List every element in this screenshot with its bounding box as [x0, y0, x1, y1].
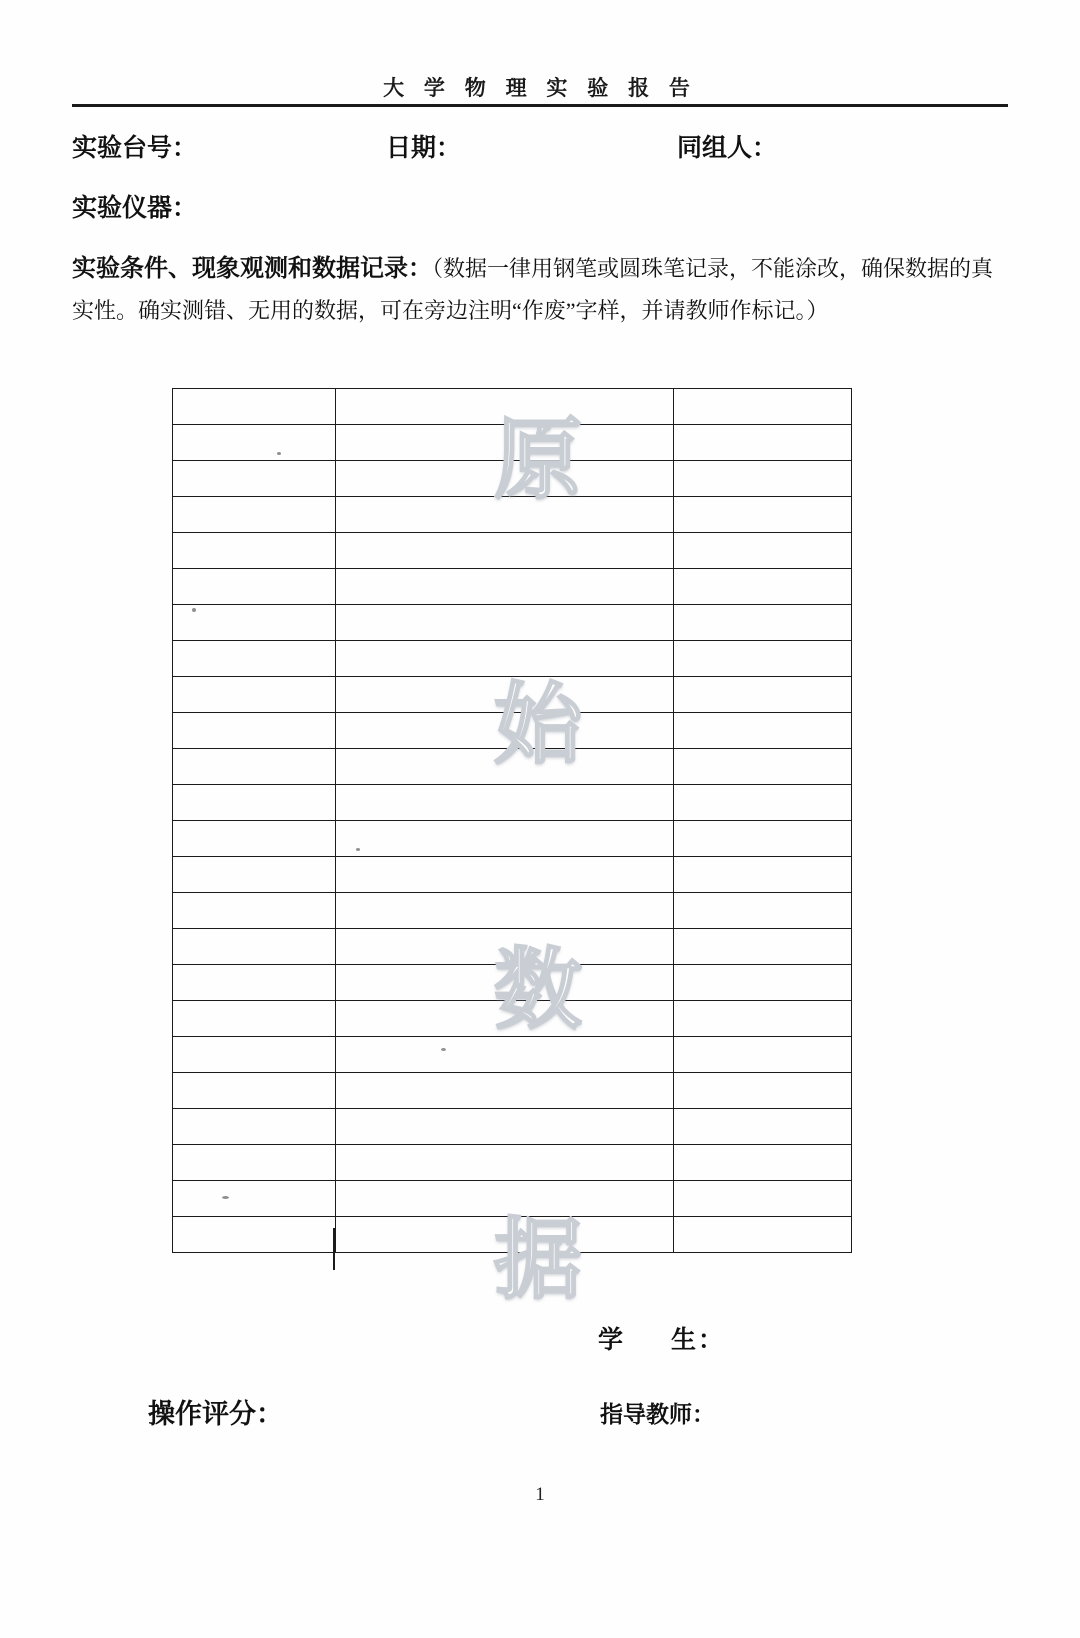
table-cell[interactable] — [336, 461, 674, 497]
table-cell[interactable] — [674, 1217, 852, 1253]
page-title: 大 学 物 理 实 验 报 告 — [383, 77, 697, 100]
table-cell[interactable] — [336, 1001, 674, 1037]
table-cell[interactable] — [336, 1217, 674, 1253]
table-cell[interactable] — [674, 965, 852, 1001]
watermark-char-2: 始 — [493, 675, 586, 774]
table-row — [173, 569, 852, 605]
watermark-char-3: 数 — [493, 940, 586, 1039]
table-cell[interactable] — [173, 389, 336, 425]
table-cell[interactable] — [173, 425, 336, 461]
table-cell[interactable] — [674, 1181, 852, 1217]
table-cell[interactable] — [173, 821, 336, 857]
scan-speck — [222, 1196, 229, 1199]
instructions-body: （数据一律用钢笔或圆珠笔记录，不能涂改，确保数据的真实性。确实测错、无用的数据，可在旁边注明“作废”字样，并请教师作标记。） — [72, 256, 994, 323]
scan-speck — [356, 848, 360, 851]
table-row — [173, 533, 852, 569]
table-cell[interactable] — [336, 893, 674, 929]
table-cell[interactable] — [674, 425, 852, 461]
table-cell[interactable] — [173, 929, 336, 965]
table-row — [173, 605, 852, 641]
table-cell[interactable] — [173, 893, 336, 929]
table-cell[interactable] — [674, 857, 852, 893]
student-signature-label — [598, 1320, 725, 1356]
table-row — [173, 677, 852, 713]
table-cell[interactable] — [674, 1073, 852, 1109]
table-cell[interactable] — [336, 533, 674, 569]
scan-speck — [277, 452, 281, 455]
table-row — [173, 965, 852, 1001]
table-cell[interactable] — [336, 605, 674, 641]
table-cell[interactable] — [173, 857, 336, 893]
table-cell[interactable] — [336, 821, 674, 857]
table-row — [173, 821, 852, 857]
table-cell[interactable] — [674, 785, 852, 821]
table-cell[interactable] — [674, 497, 852, 533]
watermark-char-4: 据 — [493, 1210, 586, 1309]
data-record-table — [172, 388, 848, 1228]
table-cell[interactable] — [336, 641, 674, 677]
table-row — [173, 497, 852, 533]
table-cell[interactable] — [674, 1109, 852, 1145]
table-cell[interactable] — [336, 929, 674, 965]
table-row — [173, 713, 852, 749]
table-cell[interactable] — [336, 497, 674, 533]
table-cell[interactable] — [336, 425, 674, 461]
table-cell[interactable] — [173, 1001, 336, 1037]
table-cell[interactable] — [173, 713, 336, 749]
table-cell[interactable] — [336, 965, 674, 1001]
table-row — [173, 1109, 852, 1145]
table-cell[interactable] — [173, 497, 336, 533]
teacher-signature-label: 指导教师： — [600, 1401, 715, 1427]
table-cell[interactable] — [173, 533, 336, 569]
table-cell[interactable] — [674, 389, 852, 425]
table-cell[interactable] — [674, 929, 852, 965]
group-members-label: 同组人： — [677, 134, 778, 162]
table-cell[interactable] — [674, 641, 852, 677]
watermark-char-1: 原 — [493, 410, 586, 509]
table-row — [173, 857, 852, 893]
table-cell[interactable] — [173, 965, 336, 1001]
table-row — [173, 929, 852, 965]
scan-speck — [441, 1048, 446, 1051]
table-cell[interactable] — [674, 893, 852, 929]
table-cell[interactable] — [173, 1181, 336, 1217]
table-cell[interactable] — [674, 1037, 852, 1073]
table-cell[interactable] — [173, 1037, 336, 1073]
student-label-b: 生： — [671, 1326, 726, 1354]
table-row — [173, 425, 852, 461]
date-label: 日期： — [386, 134, 462, 162]
table-row — [173, 461, 852, 497]
table-cell[interactable] — [173, 461, 336, 497]
table-cell[interactable] — [173, 1073, 336, 1109]
table-row — [173, 1145, 852, 1181]
student-label-a: 学 — [598, 1326, 626, 1354]
table-cell[interactable] — [674, 677, 852, 713]
table-cell[interactable] — [173, 605, 336, 641]
table-cell[interactable] — [336, 1181, 674, 1217]
bench-no-label: 实验台号： — [72, 134, 198, 162]
table-row — [173, 389, 852, 425]
instructions-paragraph — [72, 248, 1012, 332]
operation-score-label: 操作评分： — [148, 1399, 283, 1429]
table-row — [173, 641, 852, 677]
table-cell[interactable] — [173, 641, 336, 677]
table-cell[interactable] — [336, 1145, 674, 1181]
table-cell[interactable] — [674, 821, 852, 857]
header-divider — [72, 104, 1008, 107]
table-cell[interactable] — [336, 389, 674, 425]
scan-speck — [192, 608, 196, 612]
table-row — [173, 1217, 852, 1253]
table-cell[interactable] — [674, 605, 852, 641]
table-cell[interactable] — [173, 569, 336, 605]
table-cell[interactable] — [674, 533, 852, 569]
table-cell[interactable] — [173, 1109, 336, 1145]
table-cell[interactable] — [336, 713, 674, 749]
table-tail-stroke — [333, 1228, 335, 1270]
table-cell[interactable] — [173, 1217, 336, 1253]
table-cell[interactable] — [336, 677, 674, 713]
instructions-lead: 实验条件、现象观测和数据记录： — [72, 255, 432, 282]
table-cell[interactable] — [674, 1001, 852, 1037]
table-cell[interactable] — [336, 785, 674, 821]
table-cell[interactable] — [336, 1037, 674, 1073]
table-cell[interactable] — [336, 749, 674, 785]
instruments-label: 实验仪器： — [72, 194, 198, 222]
table-row — [173, 749, 852, 785]
table-cell[interactable] — [674, 749, 852, 785]
table-cell[interactable] — [674, 713, 852, 749]
table-row — [173, 1001, 852, 1037]
table-cell[interactable] — [336, 1109, 674, 1145]
table-cell[interactable] — [173, 785, 336, 821]
table-cell[interactable] — [674, 569, 852, 605]
table-row — [173, 1073, 852, 1109]
table-cell[interactable] — [336, 569, 674, 605]
table-cell[interactable] — [336, 857, 674, 893]
table-cell[interactable] — [173, 749, 336, 785]
table-cell[interactable] — [674, 461, 852, 497]
table-row — [173, 893, 852, 929]
table-cell[interactable] — [173, 1145, 336, 1181]
table-cell[interactable] — [173, 677, 336, 713]
table-row — [173, 1181, 852, 1217]
page-number: 1 — [535, 1484, 545, 1505]
table-cell[interactable] — [674, 1145, 852, 1181]
table-row — [173, 785, 852, 821]
table-row — [173, 1037, 852, 1073]
table-cell[interactable] — [336, 1073, 674, 1109]
